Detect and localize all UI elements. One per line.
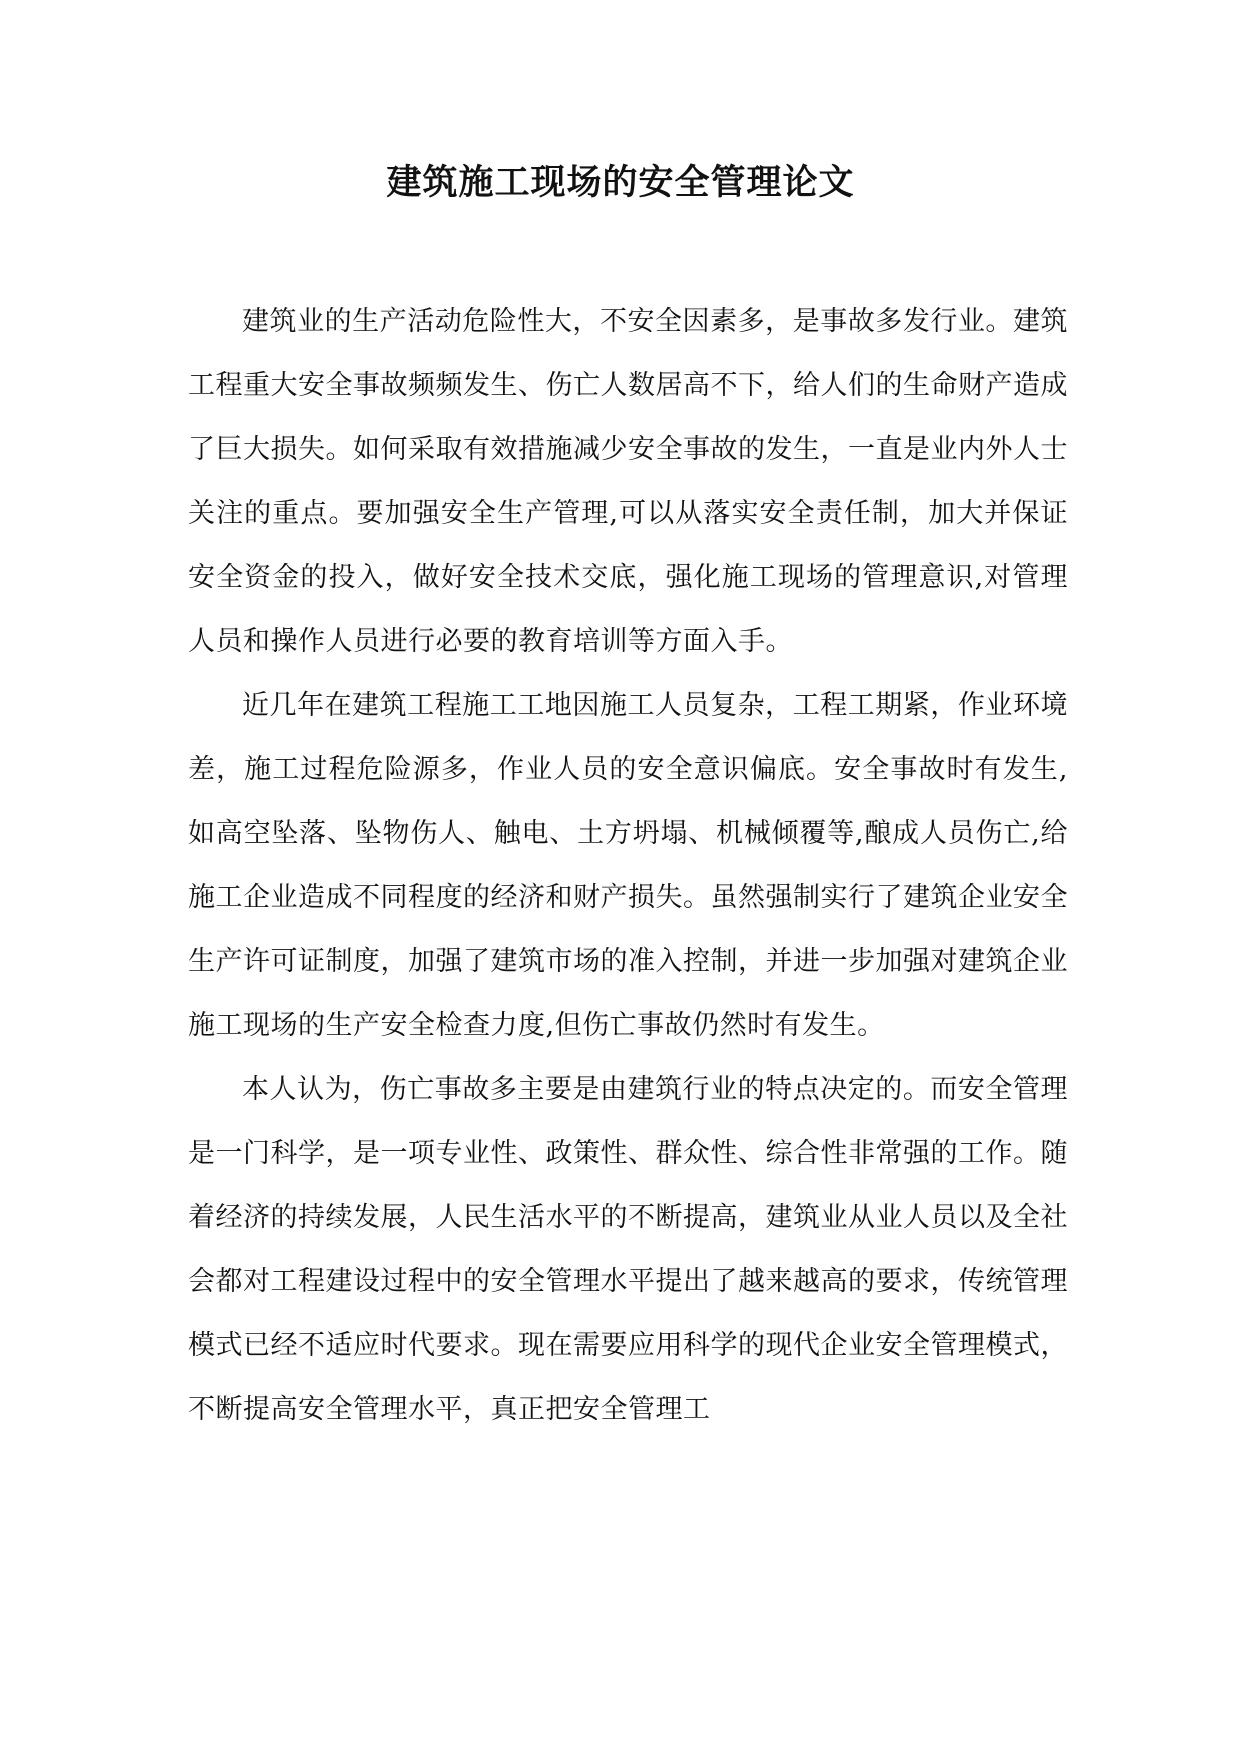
document-title: 建筑施工现场的安全管理论文 [386,162,855,203]
paragraph-3: 本人认为，伤亡事故多主要是由建筑行业的特点决定的。而安全管理是一门科学，是一项专业性、政策性、群众性、综合性非常强的工作。随着经济的持续发展，人民生活水平的不断提高，建筑业从业人员以及全社会都对工程建设过程中的安全管理水平提出了越来越高的要求，传统管理模式已经不适应时代要求。现在需要应用科学的现代企业安全管理模式，不断提高安全管理水平，真正把安全管理工 [188,1074,1068,1425]
document-body [188,290,1068,1442]
paragraph-1: 建筑业的生产活动危险性大，不安全因素多，是事故多发行业。建筑工程重大安全事故频频发生、伤亡人数居高不下，给人们的生命财产造成了巨大损失。如何采取有效措施减少安全事故的发生，一直是业内外人士关注的重点。要加强安全生产管理,可以从落实安全责任制，加大并保证安全资金的投入，做好安全技术交底，强化施工现场的管理意识,对管理人员和操作人员进行必要的教育培训等方面入手。 [188,306,1068,657]
paragraph-2: 近几年在建筑工程施工工地因施工人员复杂，工程工期紧，作业环境差，施工过程危险源多，作业人员的安全意识偏底。安全事故时有发生,如高空坠落、坠物伤人、触电、土方坍塌、机械倾覆等,酿成人员伤亡,给施工企业造成不同程度的经济和财产损失。虽然强制实行了建筑企业安全生产许可证制度，加强了建筑市场的准入控制，并进一步加强对建筑企业施工现场的生产安全检查力度,但伤亡事故仍然时有发生。 [188,690,1068,1041]
